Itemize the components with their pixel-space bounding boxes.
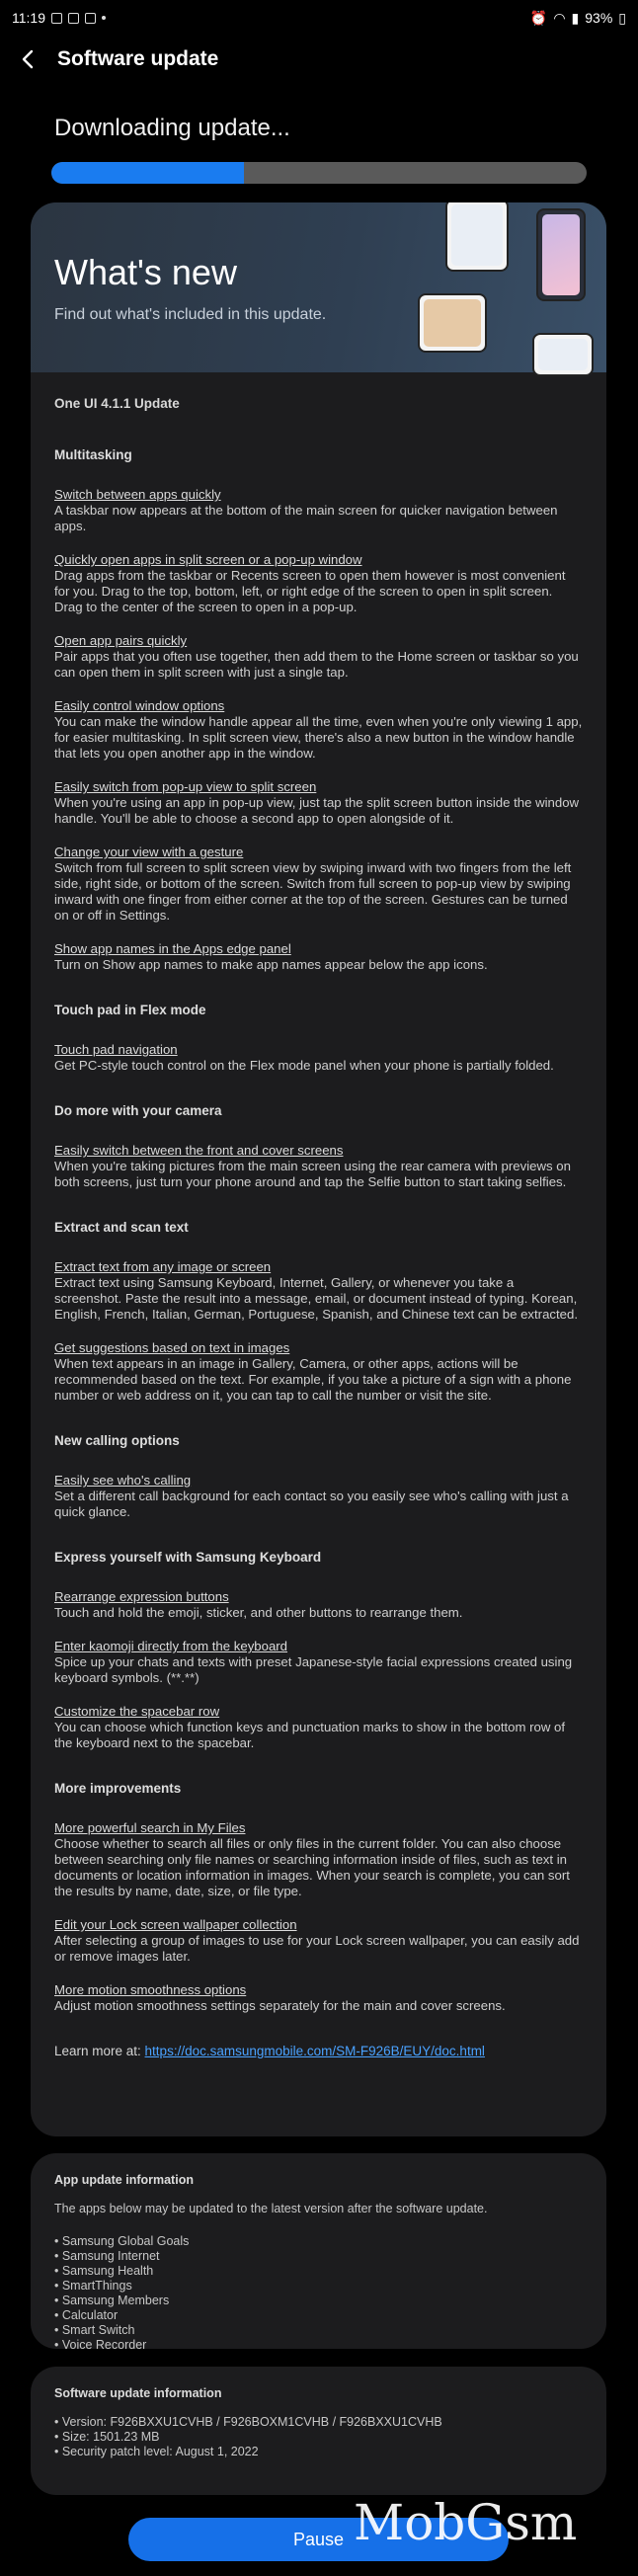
- download-status: Downloading update...: [54, 115, 290, 141]
- feature-description: Pair apps that you often use together, then add them to the Home screen or taskbar so you can open them in split screen with just a single tap.: [54, 649, 579, 680]
- app-list-item: • Samsung Global Goals: [54, 2234, 190, 2248]
- feature-item: [54, 698, 583, 762]
- battery-icon: ▯: [618, 9, 626, 26]
- app-update-heading: App update information: [54, 2173, 194, 2187]
- feature-title: Easily switch between the front and cover screens: [54, 1143, 344, 1158]
- feature-description: When you're using an app in pop-up view, just tap the split screen button inside the window handle. You'll be able to choose a second app to open alongside of it.: [54, 795, 580, 826]
- download-progress-fill: [51, 162, 244, 184]
- whats-new-card: [31, 202, 606, 2136]
- feature-item: [54, 1820, 583, 1899]
- feature-description: Spice up your chats and texts with preset Japanese-style facial expressions created using keyboard symbols. (**.**): [54, 1654, 573, 1685]
- software-info-line: • Security patch level: August 1, 2022: [54, 2445, 259, 2458]
- update-name: One UI 4.1.1 Update: [54, 396, 180, 411]
- feature-section: [54, 447, 583, 973]
- feature-section: [54, 1220, 583, 1404]
- gallery-notification-icon: [68, 13, 79, 24]
- section-heading: More improvements: [54, 1781, 182, 1796]
- pause-button[interactable]: Pause: [128, 2518, 509, 2561]
- feature-section: [54, 1003, 583, 1074]
- mail-notification-icon: [85, 13, 96, 24]
- feature-title: Show app names in the Apps edge panel: [54, 941, 291, 956]
- feature-title: Change your view with a gesture: [54, 845, 244, 859]
- software-info-card: [31, 2367, 606, 2495]
- feature-title: Edit your Lock screen wallpaper collection: [54, 1917, 297, 1932]
- app-list-item: • SmartThings: [54, 2279, 132, 2293]
- download-progress-bar: [51, 162, 587, 184]
- notification-icon: [51, 13, 62, 24]
- app-list-item: • Voice Recorder: [54, 2338, 147, 2349]
- phone-illustration-1: [445, 202, 509, 272]
- wifi-icon: ◠: [553, 9, 566, 26]
- feature-title: Easily switch from pop-up view to split screen: [54, 779, 317, 794]
- feature-title: Switch between apps quickly: [54, 487, 221, 502]
- feature-title: Open app pairs quickly: [54, 633, 188, 648]
- app-update-description: The apps below may be updated to the latest version after the software update.: [54, 2202, 488, 2215]
- feature-description: You can make the window handle appear all the time, even when you're only viewing 1 app, for easier multitasking. In split screen view, there's also a new button in the window handle that lets you open another app in the window.: [54, 714, 583, 761]
- feature-title: Customize the spacebar row: [54, 1704, 220, 1719]
- section-heading: Express yourself with Samsung Keyboard: [54, 1550, 322, 1565]
- software-info-line: • Version: F926BXXU1CVHB / F926BOXM1CVHB / F926BXXU1CVHB: [54, 2415, 442, 2429]
- feature-description: You can choose which function keys and punctuation marks to show in the bottom row of the keyboard next to the spacebar.: [54, 1720, 566, 1750]
- feature-description: Drag apps from the taskbar or Recents screen to open them however is most convenient for you. Drag to the top, bottom, left, or right edge of the screen to open in split screen. Drag to the center of the screen to open in a pop-up.: [54, 568, 566, 614]
- app-list-item: • Calculator: [54, 2308, 119, 2322]
- feature-title: Quickly open apps in split screen or a pop-up window: [54, 552, 362, 567]
- status-bar: [0, 0, 638, 36]
- section-heading: Do more with your camera: [54, 1103, 222, 1118]
- feature-item: [54, 1589, 583, 1621]
- whats-new-subtitle: Find out what's included in this update.: [54, 306, 327, 323]
- alarm-icon: ⏰: [529, 9, 548, 26]
- phone-illustration-4: [532, 333, 594, 376]
- app-list-item: • Samsung Internet: [54, 2249, 160, 2263]
- learn-more-label: Learn more at:: [54, 2044, 145, 2058]
- feature-section: [54, 1433, 583, 1520]
- feature-description: Adjust motion smoothness settings separately for the main and cover screens.: [54, 1998, 506, 2013]
- software-info-heading: Software update information: [54, 2386, 222, 2400]
- feature-title: More motion smoothness options: [54, 1982, 247, 1997]
- feature-section: [54, 1781, 583, 2014]
- feature-title: Easily see who's calling: [54, 1473, 192, 1488]
- feature-item: [54, 1143, 583, 1190]
- feature-description: After selecting a group of images to use for your Lock screen wallpaper, you can easily add or remove images later.: [54, 1933, 580, 1964]
- feature-title: Easily control window options: [54, 698, 225, 713]
- feature-description: Choose whether to search all files or only files in the current folder. You can also choose between searching only file names or searching information inside of files, such as text in documents or location information in images. When your search is complete, you can sort the results by name, date, size, or file type.: [54, 1836, 570, 1898]
- feature-description: Turn on Show app names to make app names appear below the app icons.: [54, 957, 488, 972]
- signal-icon: ▮: [571, 9, 580, 26]
- software-info-line: • Size: 1501.23 MB: [54, 2430, 160, 2444]
- feature-item: [54, 633, 583, 681]
- software-info-list: [54, 2415, 583, 2459]
- learn-more: [54, 2044, 583, 2059]
- more-notifications-icon: [102, 16, 106, 20]
- status-time: 11:19: [12, 10, 45, 26]
- feature-description: A taskbar now appears at the bottom of the main screen for quicker navigation between apps.: [54, 503, 558, 533]
- feature-item: [54, 1042, 583, 1074]
- back-button[interactable]: [16, 47, 40, 71]
- feature-description: Touch and hold the emoji, sticker, and other buttons to rearrange them.: [54, 1605, 463, 1620]
- section-heading: New calling options: [54, 1433, 180, 1448]
- app-bar: [0, 38, 638, 81]
- feature-section: [54, 1550, 583, 1751]
- watermark: MobGsm: [354, 2494, 578, 2551]
- section-heading: Touch pad in Flex mode: [54, 1003, 206, 1017]
- feature-item: [54, 779, 583, 827]
- feature-description: When you're taking pictures from the main screen using the rear camera with previews on both screens, just turn your phone around and tap the Selfie button to start taking selfies.: [54, 1159, 571, 1189]
- feature-title: Extract text from any image or screen: [54, 1259, 272, 1274]
- chevron-left-icon: [21, 49, 35, 69]
- page-title: Software update: [57, 47, 219, 70]
- feature-item: [54, 1639, 583, 1686]
- feature-description: Set a different call background for each contact so you easily see who's calling with just a quick glance.: [54, 1489, 569, 1519]
- feature-description: When text appears in an image in Gallery, Camera, or other apps, actions will be recommended based on the text. For example, if you take a picture of a sign with a phone number or web address on it, you can tap to call the number or visit the site.: [54, 1356, 572, 1403]
- battery-level: 93%: [585, 10, 613, 26]
- feature-title: More powerful search in My Files: [54, 1820, 246, 1835]
- whats-new-title: What's new: [54, 252, 237, 292]
- phone-illustration-2: [536, 208, 586, 301]
- whats-new-content: [31, 372, 606, 2059]
- feature-item: [54, 487, 583, 534]
- app-list-item: • Samsung Health: [54, 2264, 154, 2278]
- feature-section: [54, 1103, 583, 1190]
- feature-item: [54, 1982, 583, 2014]
- feature-title: Rearrange expression buttons: [54, 1589, 229, 1604]
- section-heading: Extract and scan text: [54, 1220, 189, 1235]
- feature-description: Switch from full screen to split screen view by swiping inward with two fingers from the left side, right side, or bottom of the screen. Switch from full screen to pop-up view by swiping inward with one finger from either corner at the top of the screen. Gestures can be turned on or off in Settings.: [54, 860, 572, 923]
- whats-new-banner: [31, 202, 606, 372]
- feature-title: Touch pad navigation: [54, 1042, 178, 1057]
- app-list-item: • Smart Switch: [54, 2323, 135, 2337]
- phone-illustration-3: [418, 293, 487, 353]
- feature-item: [54, 1340, 583, 1404]
- feature-item: [54, 941, 583, 973]
- app-update-card: [31, 2153, 606, 2349]
- feature-title: Enter kaomoji directly from the keyboard: [54, 1639, 288, 1653]
- feature-item: [54, 552, 583, 615]
- feature-item: [54, 845, 583, 924]
- app-list-item: • Samsung Members: [54, 2294, 170, 2307]
- feature-sections: [54, 447, 583, 2014]
- feature-item: [54, 1473, 583, 1520]
- feature-description: Extract text using Samsung Keyboard, Internet, Gallery, or whenever you take a screenshot. Paste the result into a message, email, or document instead of typing. Korean, English, French, Italian, German, Portuguese, Spanish, and Chinese text can be extracted.: [54, 1275, 578, 1322]
- feature-item: [54, 1704, 583, 1751]
- feature-item: [54, 1259, 583, 1323]
- feature-description: Get PC-style touch control on the Flex mode panel when your phone is partially folded.: [54, 1058, 554, 1073]
- app-list: [54, 2234, 583, 2349]
- learn-more-link[interactable]: https://doc.samsungmobile.com/SM-F926B/EUY/doc.html: [144, 2044, 485, 2058]
- feature-item: [54, 1917, 583, 1965]
- section-heading: Multitasking: [54, 447, 132, 462]
- feature-title: Get suggestions based on text in images: [54, 1340, 290, 1355]
